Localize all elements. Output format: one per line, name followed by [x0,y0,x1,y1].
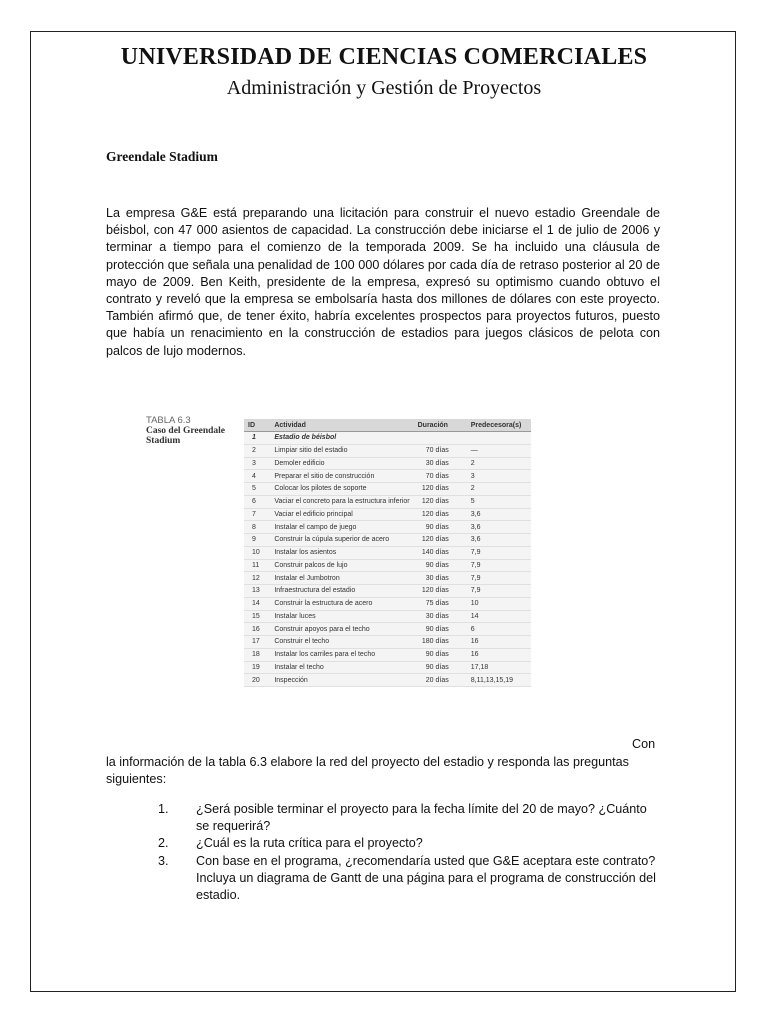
cell-duration: 90 días [414,521,467,534]
university-title: UNIVERSIDAD DE CIENCIAS COMERCIALES [120,44,648,70]
cell-activity: Construir la estructura de acero [270,597,413,610]
cell-duration: 75 días [414,597,467,610]
table-row [244,559,531,572]
table-row [244,534,531,547]
table-row [244,444,531,457]
cell-predecessors: 10 [467,597,531,610]
cell-activity: Instalar el campo de juego [270,521,413,534]
header-duration: Duración [414,419,467,432]
table-row [244,495,531,508]
cell-id: 7 [244,508,270,521]
cell-predecessors: 17,18 [467,661,531,674]
cell-predecessors: 16 [467,636,531,649]
cell-duration: 90 días [414,623,467,636]
paragraph-line: palcos de lujo modernos. [106,343,247,358]
cell-id: 8 [244,521,270,534]
cell-predecessors: 2 [467,483,531,496]
cell-predecessors: 3 [467,470,531,483]
cell-id: 12 [244,572,270,585]
question-item [158,801,658,835]
cell-id: 16 [244,623,270,636]
cell-activity: Inspección [270,674,413,687]
table-row [244,432,531,445]
cell-activity: Vaciar el concreto para la estructura inferior [270,495,413,508]
questions-list [158,801,658,904]
header-activity: Actividad [270,419,413,432]
table-row [244,610,531,623]
cell-activity: Instalar el Jumbotron [270,572,413,585]
activity-table [244,419,531,687]
table-row [244,623,531,636]
table-row [244,508,531,521]
paragraph-line: La empresa G&E está preparando una licitación para construir el nuevo estadio Greendale de [106,206,660,220]
cell-activity: Construir palcos de lujo [270,559,413,572]
paragraph-line: contrato y reveló que la empresa se embolsaría hasta dos millones de dólares con este proyecto. [106,292,660,307]
cell-activity: Instalar el techo [270,661,413,674]
paragraph-line: mayo de 2009. Ben Keith, presidente de la empresa, expresó su optimismo cuando obtuvo el [106,274,660,289]
cell-id: 20 [244,674,270,687]
question-item [158,835,658,852]
cell-id: 6 [244,495,270,508]
cell-id: 18 [244,648,270,661]
cell-activity: Preparar el sitio de construcción [270,470,413,483]
table-header-row [244,419,531,432]
cell-predecessors: 16 [467,648,531,661]
cell-activity: Infraestructura del estadio [270,585,413,598]
question-text: Con base en el programa, ¿recomendaría usted que G&E aceptara este contrato? Incluya un diagrama de Gantt de una página para el programa de construcción del estadio. [196,853,656,903]
table-caption-line-1: Caso del Greendale [146,426,225,436]
cell-duration: 140 días [414,546,467,559]
intro-text: la información de la tabla 6.3 elabore la red del proyecto del estadio y responda las preguntas siguientes: [106,755,629,787]
question-number: 2. [158,836,169,851]
table-row [244,648,531,661]
cell-activity: Construir el techo [270,636,413,649]
cell-id: 11 [244,559,270,572]
table-row [244,661,531,674]
table-row [244,457,531,470]
cell-activity: Colocar los pilotes de soporte [270,483,413,496]
table-number: TABLA 6.3 [146,415,191,426]
cell-duration: 20 días [414,674,467,687]
table-row [244,483,531,496]
cell-id: 19 [244,661,270,674]
cell-id: 14 [244,597,270,610]
course-subtitle: Administración y Gestión de Proyectos [226,77,542,99]
paragraph-line: que había un renacimiento en la construcción de estadios para juegos clásicos de pelota con [106,326,660,341]
question-number: 1. [158,802,169,816]
table-row [244,585,531,598]
cell-duration [414,432,467,445]
cell-id: 13 [244,585,270,598]
table-label [146,416,225,446]
header-predecessors: Predecesora(s) [467,419,531,432]
cell-duration: 30 días [414,457,467,470]
cell-id: 5 [244,483,270,496]
cell-predecessors [467,432,531,445]
cell-duration: 30 días [414,572,467,585]
cell-duration: 120 días [414,495,467,508]
cell-duration: 90 días [414,648,467,661]
cell-duration: 30 días [414,610,467,623]
question-text: ¿Será posible terminar el proyecto para la fecha límite del 20 de mayo? ¿Cuánto se requerirá? [196,802,647,834]
cell-activity: Estadio de béisbol [270,432,413,445]
cell-activity: Instalar los carriles para el techo [270,648,413,661]
cell-id: 2 [244,444,270,457]
paragraph-line: béisbol, con 47 000 asientos de capacidad. La construcción debe iniciarse el 1 de julio de 2006 y [106,223,660,238]
cell-predecessors: 8,11,13,15,19 [467,674,531,687]
cell-predecessors: — [467,444,531,457]
cell-duration: 120 días [414,585,467,598]
cell-duration: 120 días [414,534,467,547]
cell-id: 3 [244,457,270,470]
header-id: ID [244,419,270,432]
table-caption-line-2: Stadium [146,436,181,446]
cell-activity: Construir la cúpula superior de acero [270,534,413,547]
table-row [244,636,531,649]
cell-duration: 90 días [414,661,467,674]
cell-predecessors: 3,6 [467,521,531,534]
cell-predecessors: 7,9 [467,546,531,559]
table-row [244,546,531,559]
cell-duration: 180 días [414,636,467,649]
case-title: Greendale Stadium [106,149,218,164]
cell-id: 1 [244,432,270,445]
table-row [244,470,531,483]
cell-id: 10 [244,546,270,559]
cell-predecessors: 7,9 [467,572,531,585]
table-row [244,597,531,610]
case-paragraph [106,205,660,360]
question-item [158,853,658,905]
cell-activity: Instalar luces [270,610,413,623]
cell-predecessors: 7,9 [467,559,531,572]
cell-predecessors: 3,6 [467,508,531,521]
table-row [244,521,531,534]
cell-predecessors: 3,6 [467,534,531,547]
question-number: 3. [158,853,169,868]
cell-duration: 120 días [414,508,467,521]
cell-activity: Limpiar sitio del estadio [270,444,413,457]
cell-duration: 120 días [414,483,467,496]
cell-activity: Vaciar el edificio principal [270,508,413,521]
cell-activity: Demoler edificio [270,457,413,470]
cell-predecessors: 14 [467,610,531,623]
cell-duration: 70 días [414,444,467,457]
paragraph-line: terminar a tiempo para el comienzo de la temporada 2009. Se ha incluido una cláusula de [106,240,660,255]
cell-predecessors: 6 [467,623,531,636]
intro-first-word: Con [632,737,656,751]
cell-id: 4 [244,470,270,483]
table-row [244,572,531,585]
paragraph-line: protección que señala una penalidad de 100 000 dólares por cada día de retraso posterior al 20 de [106,257,660,272]
cell-activity: Construir apoyos para el techo [270,623,413,636]
question-text: ¿Cuál es la ruta crítica para el proyecto? [196,836,423,851]
cell-predecessors: 7,9 [467,585,531,598]
table-row [244,674,531,687]
cell-predecessors: 5 [467,495,531,508]
cell-predecessors: 2 [467,457,531,470]
cell-duration: 90 días [414,559,467,572]
cell-duration: 70 días [414,470,467,483]
cell-id: 15 [244,610,270,623]
cell-id: 17 [244,636,270,649]
paragraph-line: También afirmó que, de tener éxito, habría excelentes prospectos para proyectos futuros, puesto [106,309,660,324]
cell-activity: Instalar los asientos [270,546,413,559]
cell-id: 9 [244,534,270,547]
